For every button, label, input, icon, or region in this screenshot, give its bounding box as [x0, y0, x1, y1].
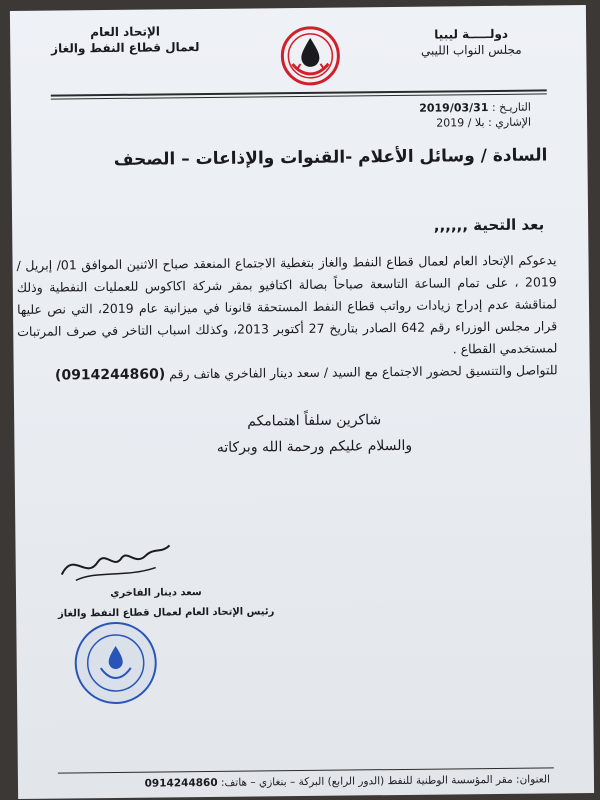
- signer-name: سعد دينار الفاخري: [110, 587, 202, 600]
- union-header-line2: لعمال قطاع النفط والغاز: [51, 40, 200, 56]
- union-header: [50, 23, 200, 57]
- handwritten-signature-icon: [55, 539, 175, 584]
- contact-phone: (0914244860): [54, 366, 166, 384]
- footer-address: [30, 773, 550, 790]
- closing-salutation: والسلام عليكم ورحمة الله وبركاته: [216, 437, 413, 456]
- signature: [55, 538, 275, 588]
- union-logo: [278, 24, 343, 89]
- body-paragraph: يدعوكم الإتحاد العام لعمال قطاع النفط والغاز بتغطية الاجتماع المنعقد صباح الاثنين الموافق 01/ إبريل / 2019 ، على تمام الساعة التاسعة صباحاً بصالة اكتافيو بمقر شركة اكاكوس للعمليات النفطية وذلك لمناقشة عدم إدراج زيادات رواتب قطاع النفط المستحقة قانونا في ميزانية عام 2019، التي نص عليها قرار مجلس الوزراء رقم 642 الصادر بتاريخ 27 أكتوبر 2013، وكذلك اسباب التاخر في صرف المرتبات لمستخدمي القطاع .: [16, 252, 558, 357]
- contact-line: للتواصل والتنسيق لحضور الاجتماع مع السيد / سعد دينار الفاخري هاتف رقم: [169, 362, 558, 382]
- closing-thanks: شاكرين سلفاً اهتمامكم: [247, 412, 382, 430]
- footer-phone: 0914244860: [144, 776, 218, 790]
- date-reference-block: [419, 100, 531, 131]
- reference-row: [419, 115, 531, 131]
- official-stamp: [72, 620, 159, 707]
- state-header: [396, 25, 546, 59]
- closing-block: [164, 406, 465, 461]
- reference-label: الإشاري :: [487, 115, 532, 130]
- greeting: بعد التحية ,,,,,,: [433, 215, 545, 235]
- footer-divider: [58, 767, 554, 773]
- reference-value: بلا / 2019: [436, 116, 485, 130]
- addressee: السادة / وسائل الأعلام -القنوات والإذاعات – الصحف: [113, 145, 548, 170]
- letter-body: [16, 249, 557, 387]
- letter-page: [10, 5, 594, 799]
- state-header-line1: دولـــــة ليبيا: [434, 26, 509, 42]
- footer-address-text: العنوان: مقر المؤسسة الوطنية للنفط (الدور الرابع) البركة – بنغازي – هاتف:: [220, 773, 551, 789]
- state-header-line2: مجلس النواب الليبي: [420, 42, 522, 58]
- union-stamp-icon: [72, 620, 159, 707]
- date-label: التاريـخ :: [491, 100, 531, 114]
- date-value: 2019/03/31: [419, 101, 489, 115]
- date-row: [419, 100, 531, 116]
- signer-title: رئيس الإتحاد العام لعمال قطاع النفط والغاز: [57, 606, 275, 620]
- oil-drop-logo-icon: [278, 24, 343, 89]
- union-header-line1: الإتحاد العام: [90, 24, 161, 40]
